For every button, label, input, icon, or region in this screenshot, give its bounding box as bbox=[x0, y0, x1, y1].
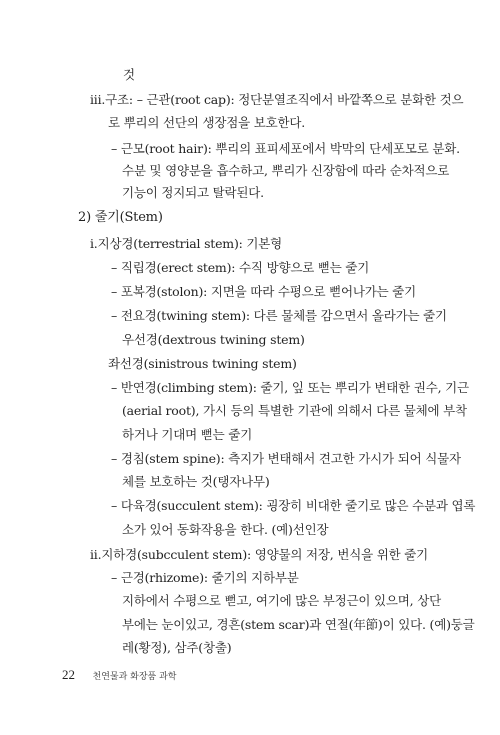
text-line: 지하에서 수평으로 뻗고, 여기에 많은 부정근이 있으며, 상단 bbox=[122, 593, 441, 608]
text-line: – 경침(stem spine): 측지가 변태해서 견고한 가시가 되어 식물자 bbox=[111, 451, 461, 466]
text-line: 좌선경(sinistrous twining stem) bbox=[108, 356, 297, 371]
text-line: – 포복경(stolon): 지면을 따라 수평으로 뻗어나가는 줄기 bbox=[111, 284, 417, 299]
text-line: – 반연경(climbing stem): 줄기, 잎 또는 뿌리가 변태한 권수, 기근 bbox=[111, 380, 469, 395]
text-line: i.지상경(terrestrial stem): 기본형 bbox=[90, 236, 283, 251]
text-line: 부에는 눈이있고, 경흔(stem scar)과 연절(年節)이 있다. (예)둥글 bbox=[122, 617, 475, 632]
text-line: 기능이 정지되고 탈락된다. bbox=[122, 185, 264, 200]
text-line: – 전요경(twining stem): 다른 물체를 감으면서 올라가는 줄기 bbox=[111, 308, 447, 323]
text-line: – 근경(rhizome): 줄기의 지하부분 bbox=[111, 570, 299, 585]
text-line: – 직립경(erect stem): 수직 방향으로 뻗는 줄기 bbox=[111, 260, 370, 275]
text-line: (aerial root), 가시 등의 특별한 기관에 의해서 다른 물체에 부착 bbox=[122, 403, 467, 418]
text-line: – 근모(root hair): 뿌리의 표피세포에서 박막의 단세포모로 분화. bbox=[111, 141, 460, 156]
page-footer bbox=[62, 667, 176, 683]
text-line: iii.구조: – 근관(root cap): 정단분열조직에서 바깥쪽으로 분화한 것으 bbox=[90, 92, 464, 107]
text-line: 수분 및 영양분을 흡수하고, 뿌리가 신장함에 따라 순차적으로 bbox=[122, 163, 450, 178]
section-heading: 2) 줄기(Stem) bbox=[78, 210, 163, 225]
book-title: 천연물과 화장품 과학 bbox=[92, 672, 177, 682]
page-number: 22 bbox=[62, 667, 75, 682]
text-line: 체를 보호하는 것(탱자나무) bbox=[122, 474, 270, 489]
text-line: ii.지하경(subcculent stem): 영양물의 저장, 번식을 위한 줄기 bbox=[90, 547, 429, 562]
text-line: 로 뿌리의 선단의 생장점을 보호한다. bbox=[108, 115, 305, 130]
text-line: 것 bbox=[123, 67, 135, 82]
text-line: 레(황정), 삼주(창출) bbox=[122, 640, 232, 655]
text-line: 하거나 기대며 뻗는 줄기 bbox=[122, 427, 253, 442]
text-line: 우선경(dextrous twining stem) bbox=[122, 332, 305, 347]
text-line: – 다육경(succulent stem): 굉장히 비대한 줄기로 많은 수분과 엽록 bbox=[111, 498, 476, 513]
text-line: 소가 있어 동화작용을 한다. (예)선인장 bbox=[122, 522, 329, 537]
